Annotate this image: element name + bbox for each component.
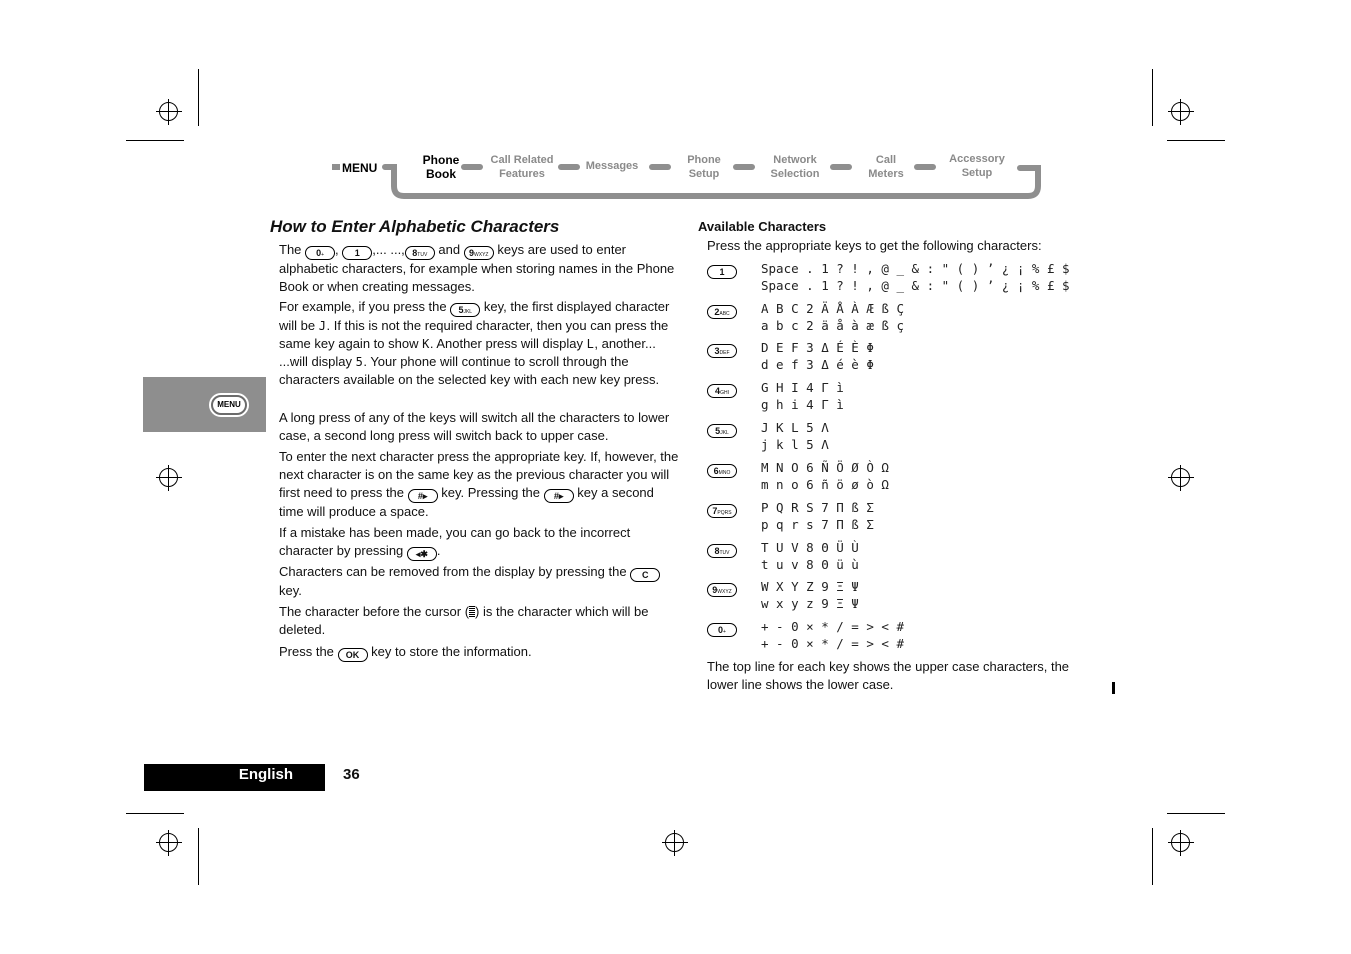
crop-mark bbox=[126, 813, 184, 814]
clear-key-icon: C bbox=[630, 568, 660, 582]
nav-item-messages[interactable]: Messages bbox=[585, 160, 639, 172]
crop-mark bbox=[1152, 69, 1153, 126]
lower-case-chars: p q r s 7 Π ß Σ bbox=[761, 517, 874, 532]
nav-connector bbox=[649, 164, 671, 170]
lower-case-chars: Space . 1 ? ! , @ _ & : " ( ) ’ ¿ ¡ % £ $ bbox=[761, 278, 1070, 293]
char-row-key-0 bbox=[707, 619, 1117, 655]
paragraph: If a mistake has been made, you can go back to the incorrect character by pressing ◂✱ . bbox=[279, 525, 631, 559]
nav-item-phone-setup[interactable]: Phone Setup bbox=[687, 154, 721, 180]
lower-case-chars: t u v 8 Θ ü ù bbox=[761, 557, 859, 572]
key-8-icon: 8TUV bbox=[707, 544, 737, 558]
key-0-icon: 0+ bbox=[305, 246, 335, 260]
key-3-icon: 3DEF bbox=[707, 344, 737, 358]
key-7-icon: 7PQRS bbox=[707, 504, 737, 518]
footnote: The top line for each key shows the upper case characters, the lower line shows the lower case. bbox=[707, 659, 1070, 692]
paragraph: A long press of any of the keys will switch all the characters to lower case, a second long press will switch back to upper case. bbox=[279, 410, 670, 443]
key-9-icon: 9WXYZ bbox=[707, 583, 737, 597]
upper-case-chars: J K L 5 Λ bbox=[761, 420, 829, 435]
key-5-icon: 5JKL bbox=[450, 303, 480, 317]
nav-item-accessory-setup[interactable]: Accessory Setup bbox=[949, 153, 1005, 179]
char-row-key-8 bbox=[707, 540, 1117, 576]
char-row-key-6 bbox=[707, 460, 1117, 496]
paragraph: The 0+ , 1 ,... ..., 8TUV and 9WXYZ keys are used to enter alphabetic characters, for example when storing names in the Phone Book or when creating messages. bbox=[279, 242, 675, 294]
upper-case-chars: D E F 3 Δ É È Φ bbox=[761, 340, 874, 355]
menu-key-icon: MENU bbox=[209, 393, 249, 417]
registration-mark-icon bbox=[156, 465, 182, 491]
char-row-key-2 bbox=[707, 301, 1117, 337]
upper-case-chars: P Q R S 7 Π ß Σ bbox=[761, 500, 874, 515]
paragraph: Characters can be removed from the display by pressing the C key. bbox=[279, 563, 679, 600]
nav-item-call-meters[interactable]: Call Meters bbox=[868, 154, 904, 180]
lower-case-chars: g h i 4 Γ ì bbox=[761, 397, 844, 412]
hash-key-icon: #▸ bbox=[544, 489, 574, 503]
char-row-key-5 bbox=[707, 420, 1117, 456]
char-row-key-4 bbox=[707, 380, 1117, 416]
registration-mark-icon bbox=[1168, 465, 1194, 491]
page-number: 36 bbox=[343, 766, 360, 783]
lower-case-chars: w x y z 9 Ξ Ψ bbox=[761, 596, 859, 611]
upper-case-chars: T U V 8 Θ Ü Ù bbox=[761, 540, 859, 555]
paragraph: To enter the next character press the appropriate key. If, however, the next character is on the same key as the previous character you will first need to press the #▸ key. Pressing the #▸ key a second time will produce a space. bbox=[279, 449, 679, 519]
nav-connector bbox=[830, 164, 852, 170]
char-row-key-9 bbox=[707, 579, 1117, 615]
key-6-icon: 6MNO bbox=[707, 464, 737, 478]
key-2-icon: 2ABC bbox=[707, 305, 737, 319]
page-title: How to Enter Alphabetic Characters bbox=[270, 217, 560, 236]
char-row-key-1 bbox=[707, 261, 1117, 297]
footer-language: English bbox=[144, 764, 325, 791]
char-row-key-3 bbox=[707, 340, 1117, 376]
lower-case-chars: d e f 3 Δ é è Φ bbox=[761, 357, 874, 372]
nav-item-network-selection[interactable]: Network Selection bbox=[770, 154, 820, 180]
registration-mark-icon bbox=[1168, 830, 1194, 856]
nav-menu-label[interactable]: MENU bbox=[342, 161, 378, 175]
star-key-icon: ◂✱ bbox=[407, 547, 437, 561]
registration-mark-icon bbox=[156, 99, 182, 125]
key-1-icon: 1 bbox=[342, 246, 372, 260]
key-5-icon: 5JKL bbox=[707, 424, 737, 438]
char-row-key-7 bbox=[707, 500, 1117, 536]
key-1-icon: 1 bbox=[707, 265, 737, 279]
registration-mark-icon bbox=[156, 830, 182, 856]
nav-connector bbox=[733, 164, 755, 170]
section-heading: Available Characters bbox=[698, 219, 827, 234]
upper-case-chars: + - 0 × * / = > < # bbox=[761, 619, 904, 634]
lower-case-chars: j k l 5 Λ bbox=[761, 437, 829, 452]
registration-mark-icon bbox=[1168, 99, 1194, 125]
crop-mark bbox=[198, 69, 199, 126]
ok-key-icon: OK bbox=[338, 648, 368, 662]
crop-mark bbox=[1152, 828, 1153, 885]
upper-case-chars: G H I 4 Γ ì bbox=[761, 380, 844, 395]
crop-mark bbox=[198, 828, 199, 885]
section-intro: Press the appropriate keys to get the following characters: bbox=[707, 238, 1042, 253]
nav-connector bbox=[914, 164, 936, 170]
registration-mark-icon bbox=[662, 830, 688, 856]
paragraph: For example, if you press the 5JKL key, the first displayed character will be J. If this is not the required character, then you can press the same key again to show K. Another press will display L, another... ...will display 5. Your phone will continue to scroll through the characters available on the selected key with each new key press. bbox=[279, 299, 670, 387]
change-bar bbox=[1112, 682, 1115, 694]
hash-key-icon: #▸ bbox=[408, 489, 438, 503]
nav-connector bbox=[461, 164, 483, 170]
paragraph: Press the OK key to store the information. bbox=[279, 644, 532, 660]
key-0-icon: 0+ bbox=[707, 623, 737, 637]
crop-mark bbox=[1167, 813, 1225, 814]
upper-case-chars: Space . 1 ? ! , @ _ & : " ( ) ’ ¿ ¡ % £ $ bbox=[761, 261, 1070, 276]
crop-mark bbox=[1167, 140, 1225, 141]
upper-case-chars: M N O 6 Ñ Ö Ø Ò Ω bbox=[761, 460, 889, 475]
lower-case-chars: a b c 2 ä å à æ ß ç bbox=[761, 318, 904, 333]
key-8-icon: 8TUV bbox=[405, 246, 435, 260]
crop-mark bbox=[126, 140, 184, 141]
nav-item-phone-book[interactable]: Phone Book bbox=[422, 153, 460, 181]
lower-case-chars: + - 0 × * / = > < # bbox=[761, 636, 904, 651]
upper-case-chars: W X Y Z 9 Ξ Ψ bbox=[761, 579, 859, 594]
upper-case-chars: A B C 2 Ä Å À Æ ß Ç bbox=[761, 301, 904, 316]
paragraph: The character before the cursor ( ) is the character which will be deleted. bbox=[279, 604, 649, 637]
nav-connector bbox=[558, 164, 580, 170]
nav-item-call-related-features[interactable]: Call Related Features bbox=[490, 154, 554, 180]
key-9-icon: 9WXYZ bbox=[464, 246, 494, 260]
key-4-icon: 4GHI bbox=[707, 384, 737, 398]
lower-case-chars: m n o 6 ñ ö ø ò Ω bbox=[761, 477, 889, 492]
